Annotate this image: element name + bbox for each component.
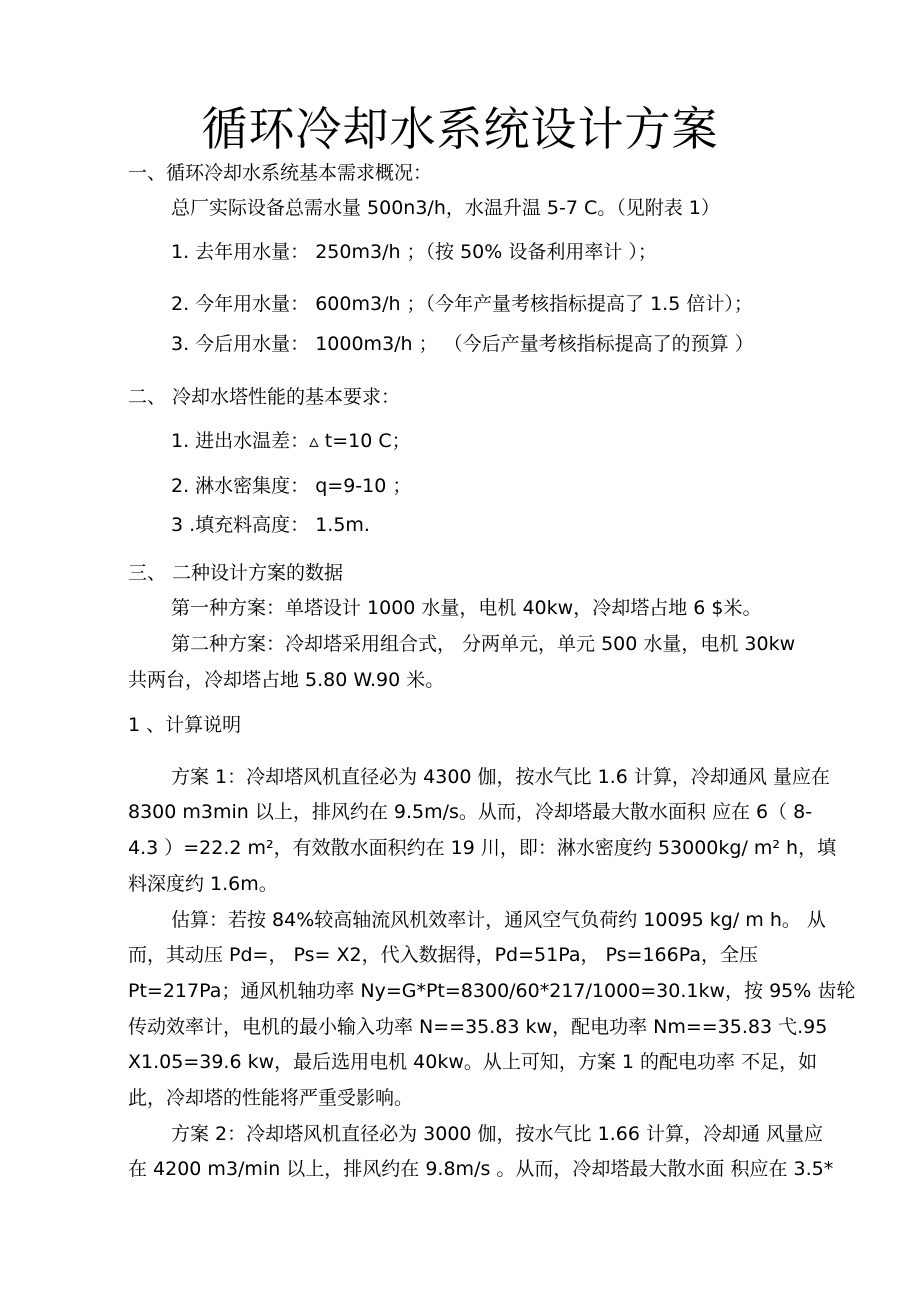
section-2-heading: 二、 冷却水塔性能的基本要求： [128,386,401,408]
calc-line: 4.3 ）=22.2 m²，有效散水面积约在 19 川，即：淋水密度约 53000kg/ m² h，填 [128,837,837,859]
calc-line: Pt=217Pa；通风机轴功率 Ny=G*Pt=8300/60*217/1000=30.1kw，按 95% 齿轮 [128,980,856,1002]
calc-line: X1.05=39.6 kw，最后选用电机 40kw。从上可知，方案 1 的配电功率 不足，如 [128,1051,818,1073]
section-1-item: 2. 今年用水量： 600m3/h ；（今年产量考核指标提高了 1.5 倍计）； [171,293,753,315]
calc-line: 料深度约 1.6m。 [128,873,278,895]
section-1-item: 1. 去年用水量： 250m3/h ；（按 50% 设备利用率计 ）； [171,241,657,263]
calc-line: 8300 m3min 以上，排风约在 9.5m/s。从而，冷却塔最大散水面积 应在 6（ 8- [128,801,813,823]
calc-line: 此，冷却塔的性能将严重受影响。 [128,1087,414,1109]
section-1-item: 3. 今后用水量： 1000m3/h ； （今后产量考核指标提高了的预算 ） [171,333,754,355]
calc-line: 传动效率计，电机的最小输入功率 N==35.83 kw，配电功率 Nm==35.83 弋.95 [128,1016,828,1038]
calc-line: 在 4200 m3/min 以上，排风约在 9.8m/s 。从而，冷却塔最大散水面 积应在 3.5* [128,1158,834,1180]
calc-heading: 1 、计算说明 [128,714,242,736]
calc-line: 方案 2：冷却塔风机直径必为 3000 伽，按水气比 1.66 计算，冷却通 风量应 [171,1123,823,1145]
section-2-item: 3 .填充料高度： 1.5m. [171,514,370,536]
section-2-item: 2. 淋水密集度： q=9-10 ； [171,475,412,497]
calc-line: 方案 1：冷却塔风机直径必为 4300 伽，按水气比 1.6 计算，冷却通风 量应在 [171,766,830,788]
section-1-heading: 一、循环冷却水系统基本需求概况： [128,162,433,184]
section-3-line: 共两台，冷却塔占地 5.80 W.90 米。 [128,669,445,691]
calc-line: 估算：若按 84%较高轴流风机效率计，通风空气负荷约 10095 kg/ m h。 从 [171,909,826,931]
section-1-intro: 总厂实际设备总需水量 500n3/h，水温升温 5-7 C。（见附表 1） [171,197,720,219]
section-3-line: 第二种方案：冷却塔采用组合式， 分两单元，单元 500 水量，电机 30kw [171,633,796,655]
section-2-item: 1. 进出水温差：▵ t=10 C； [171,430,411,452]
section-3-heading: 三、 二种设计方案的数据 [128,562,344,584]
section-3-line: 第一种方案：单塔设计 1000 水量，电机 40kw，冷却塔占地 6 $米。 [171,597,762,619]
calc-line: 而，其动压 Pd=， Ps= X2，代入数据得，Pd=51Pa， Ps=166Pa，全压 [128,944,758,966]
document-title: 循环冷却水系统设计方案 [201,102,719,156]
